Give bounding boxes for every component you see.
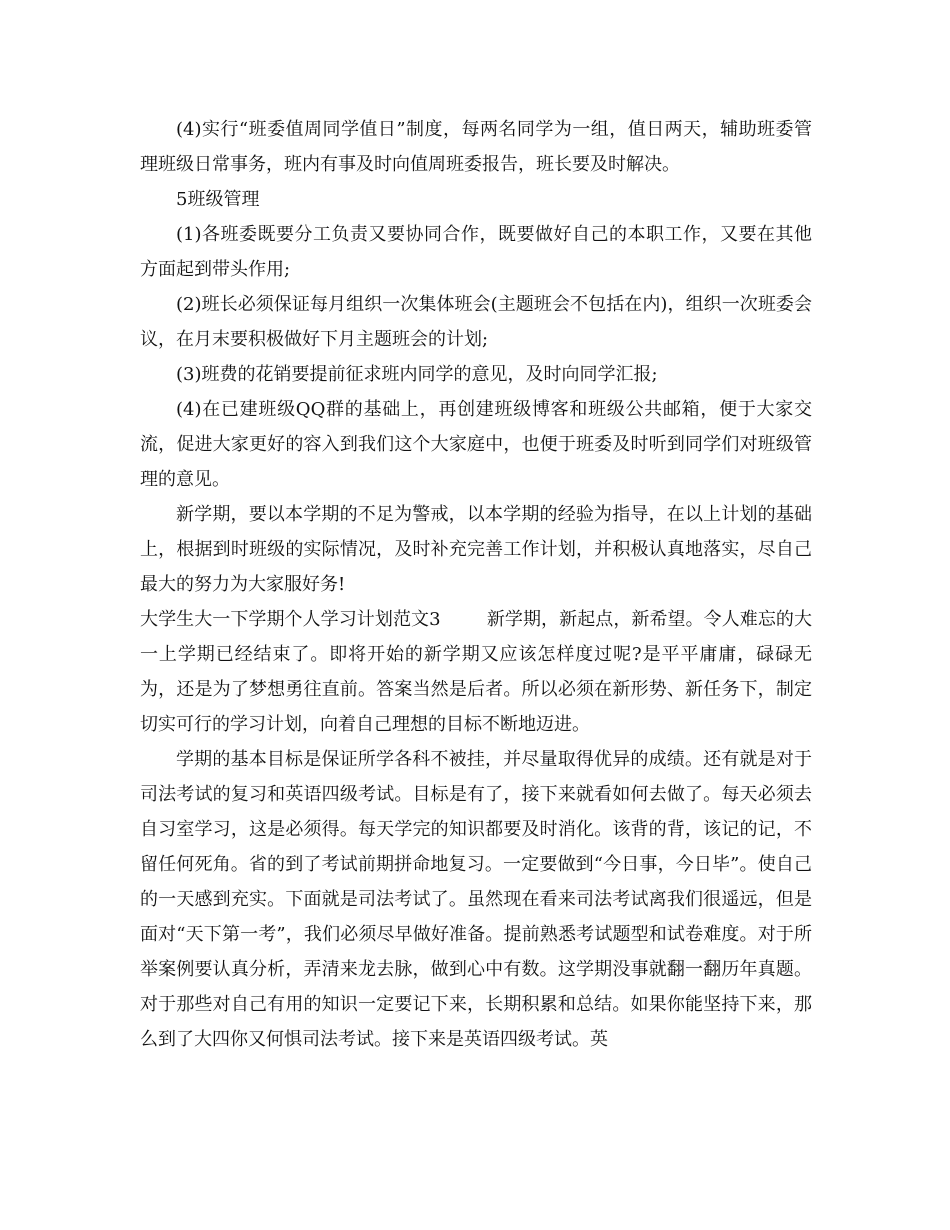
sample-3-title: 大学生大一下学期个人学习计划范文3 xyxy=(140,609,441,630)
paragraph-class-fees: (3)班费的花销要提前征求班内同学的意见，及时向同学汇报; xyxy=(176,364,658,385)
paragraph-new-semester-summary: 新学期，要以本学期的不足为警戒，以本学期的经验为指导，在以上计划的基础上，根据到时班级的实际情况，及时补充完善工作计划，并积极认真地落实，尽自己最大的努力为大家服好务! xyxy=(140,504,812,595)
paragraph-duty-rotation: (4)实行“班委值周同学值日”制度，每两名同学为一组，值日两天，辅助班委管理班级日常事务，班内有事及时向值周班委报告，班长要及时解决。 xyxy=(140,119,812,175)
document-body xyxy=(140,112,812,1057)
paragraph-study-goals: 学期的基本目标是保证所学各科不被挂，并尽量取得优异的成绩。还有就是对于司法考试的复习和英语四级考试。目标是有了，接下来就看如何去做了。每天必须去自习室学习，这是必须得。每天学完的知识都要及时消化。该背的背，该记的记，不留任何死角。省的到了考试前期拼命地复习。一定要做到“今日事，今日毕”。使自己的一天感到充实。下面就是司法考试了。虽然现在看来司法考试离我们很遥远，但是面对“天下第一考”，我们必须尽早做好准备。提前熟悉考试题型和试卷难度。对于所举案例要认真分析，弄清来龙去脉，做到心中有数。这学期没事就翻一翻历年真题。对于那些对自己有用的知识一定要记下来，长期积累和总结。如果你能坚持下来，那么到了大四你又何惧司法考试。接下来是英语四级考试。英 xyxy=(140,749,812,1050)
sample-3-intro-text: 新学期，新起点，新希望。令人难忘的大一上学期已经结束了。即将开始的新学期又应该怎样度过呢?是平平庸庸，碌碌无为，还是为了梦想勇往直前。答案当然是后者。所以必须在新形势、新任务下，制定切实可行的学习计划，向着自己理想的目标不断地迈进。 xyxy=(140,609,813,735)
sample-3-intro xyxy=(140,602,812,742)
title-gap xyxy=(441,609,487,630)
paragraph-qq-group-blog: (4)在已建班级QQ群的基础上，再创建班级博客和班级公共邮箱，便于大家交流，促进大家更好的容入到我们这个大家庭中，也便于班委及时听到同学们对班级管理的意见。 xyxy=(140,399,812,490)
section-heading-class-management: 5班级管理 xyxy=(176,189,260,210)
paragraph-monitor-meetings: (2)班长必须保证每月组织一次集体班会(主题班会不包括在内)，组织一次班委会议，在月末要积极做好下月主题班会的计划; xyxy=(140,294,812,350)
paragraph-committee-cooperation: (1)各班委既要分工负责又要协同合作，既要做好自己的本职工作，又要在其他方面起到带头作用; xyxy=(140,224,812,280)
